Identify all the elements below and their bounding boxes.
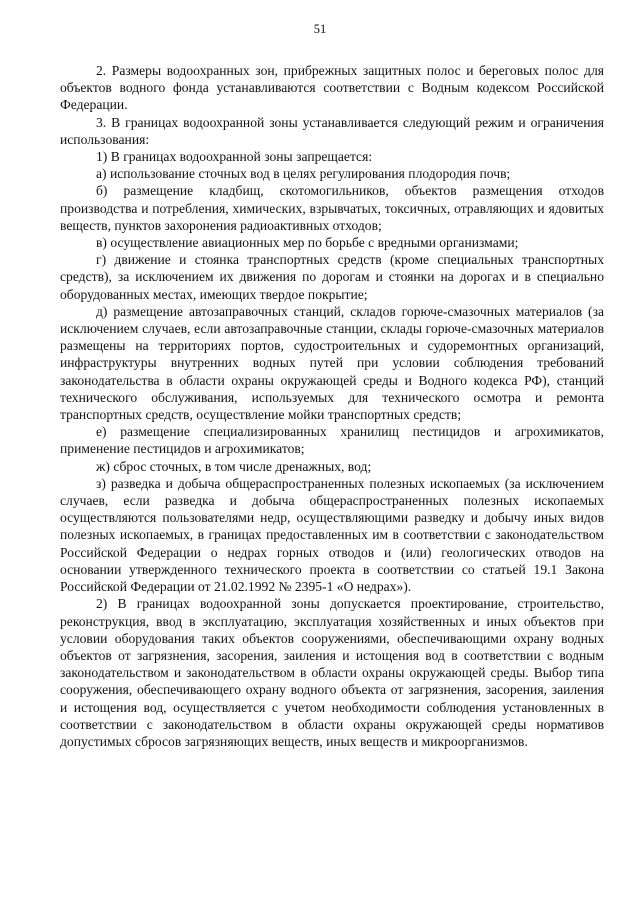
list-item-v: в) осуществление авиационных мер по борьбе с вредными организмами;	[96, 235, 519, 251]
list-item-e: е) размещение специализированных хранилищ пестицидов и агрохимикатов, применение пестицидов и агрохимикатов;	[60, 424, 604, 457]
list-item-d: д) размещение автозаправочных станций, складов горюче-смазочных материалов (за исключением случаев, если автозаправочные станции, склады горюче-смазочных материалов размещены на территориях портов, судостроительных и судоремонтных организаций, инфраструктуры внутренних водных путей при условии соблюдения требований законодательства в области охраны окружающей среды и Водного кодекса РФ), станций технического обслуживания, используемых для технического осмотра и ремонта транспортных средств, осуществление мойки транспортных средств;	[60, 303, 604, 423]
list-item-zh: ж) сброс сточных, в том числе дренажных, вод;	[96, 458, 372, 474]
paragraph-permitted: 2) В границах водоохранной зоны допускается проектирование, строительство, реконструкция, ввод в эксплуатацию, эксплуатация хозяйственных и иных объектов при условии оборудования таких объектов сооружениями, обеспечивающими охрану водных объектов от загрязнения, засорения, заиления и истощения вод в соответствии с водным законодательством и законодательством в области охраны окружающей среды. Выбор типа сооружения, обеспечивающего охрану водного объекта от загрязнения, засорения, заиления и истощения вод, осуществляется с учетом необходимости соблюдения установленных в соответствии с законодательством в области охраны окружающей среды нормативов допустимых сбросов загрязняющих веществ, иных веществ и микроорганизмов.	[60, 596, 604, 749]
list-item-a: а) использование сточных вод в целях регулирования плодородия почв;	[96, 166, 511, 182]
paragraph-regime-intro: 3. В границах водоохранной зоны устанавливается следующий режим и ограничения использования:	[60, 114, 604, 147]
list-item-z: з) разведка и добыча общераспространенных полезных ископаемых (за исключением случаев, если разведка и добыча общераспространенных полезных ископаемых осуществляются пользователями недр, осуществляющими разведку и добычу иных видов полезных ископаемых, в границах предоставленных им в соответствии с законодательством Российской Федерации о недрах горных отводов и (или) геологических отводов на основании утвержденного технического проекта в соответствии со статьей 19.1 Закона Российской Федерации от 21.02.1992 № 2395-1 «О недрах»).	[60, 475, 604, 595]
paragraph-prohibited-heading: 1) В границах водоохранной зоны запрещается:	[96, 149, 373, 165]
paragraph-water-zone-sizes: 2. Размеры водоохранных зон, прибрежных защитных полос и береговых полос для объектов водного фонда устанавливаются соответствии с Водным кодексом Российской Федерации.	[60, 63, 604, 113]
page-number: 51	[313, 22, 327, 36]
list-item-g: г) движение и стоянка транспортных средств (кроме специальных транспортных средств), за исключением их движения по дорогам и стоянки на дорогах и в специально оборудованных местах, имеющих твердое покрытие;	[60, 252, 604, 302]
list-item-b: б) размещение кладбищ, скотомогильников, объектов размещения отходов производства и потребления, химических, взрывчатых, токсичных, отравляющих и ядовитых веществ, пунктов захоронения радиоактивных отходов;	[60, 183, 604, 233]
document-body	[60, 62, 604, 750]
